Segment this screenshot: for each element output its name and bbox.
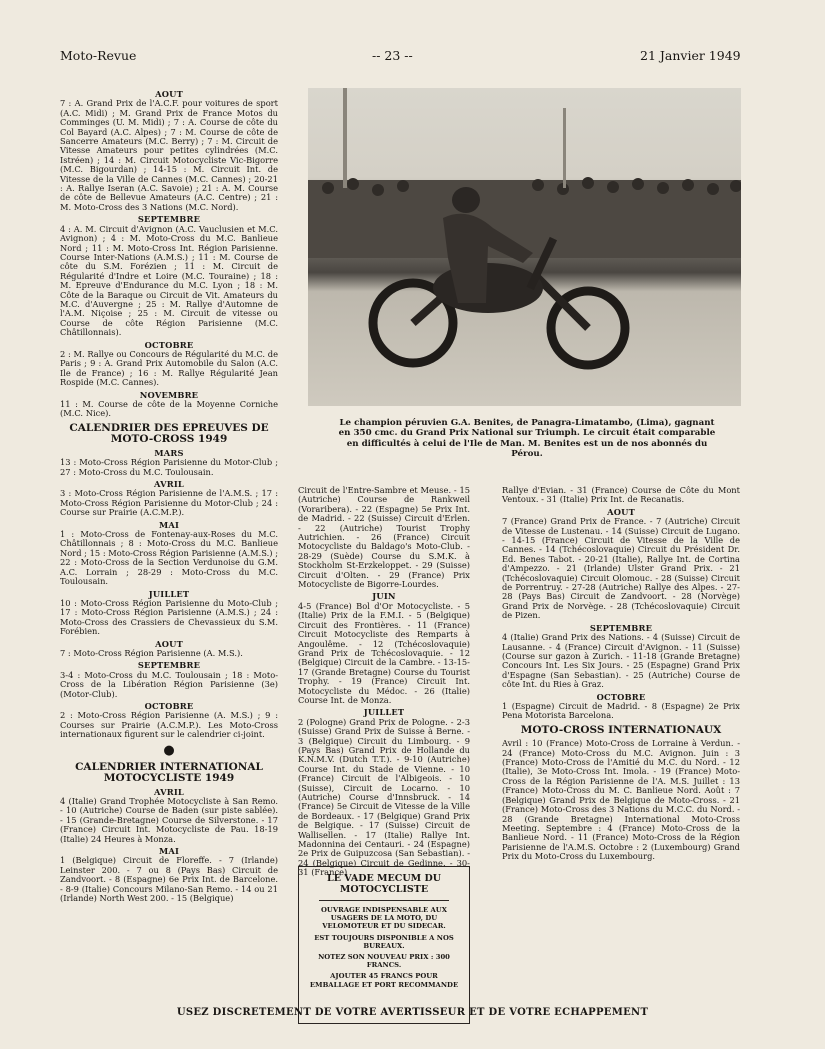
photo-caption: Le champion péruvien G.A. Benites, de Panagra-Limatambo, (Lima), gagnant en 350 cmc. du Grand Prix National sur Triumph. Le circuit était comparable en difficultés à celui de l'Ile de Man. M. Benites est un de nos abonnés du Pérou. [338,418,716,460]
motorcycle-photo [308,88,741,406]
paragraph: 7 : Moto-Cross Région Parisienne (A. M.S.). [60,647,243,658]
column-1 [60,88,278,906]
section-heading: SEPTEMBRE [137,214,201,225]
advertisement-title: LE VADE MECUM DU MOTOCYCLISTE [327,873,441,895]
paragraph: 10 : Moto-Cross Région Parisienne du Moto-Club ; 17 : Moto-Cross Région Parisienne (A.M.S.) ; 24 : Moto-Cross des Crassiers de Chevassieux du S.M. Forébien. [60,597,278,637]
paragraph: 4 : A. M. Circuit d'Avignon (A.C. Vauclusien et M.C. Avignon) ; 4 : M. Moto-Cross du M.C. Banlieue Nord ; 11 : M. Moto-Cross Int. Région Parisienne. Course Inter-Nations (A.M.S.) ; 11 : M. Course de côte du S.M. Forézien ; 11 : M. Circuit de Régularité d'Indre et Loire (M.C. Touraine) ; 18 : M. Epreuve d'Endurance du M.C. Lyon ; 18 : M. Côte de la Baraque ou Circuit de Vit. Amateurs du M.C. d'Auvergne ; 25 : M. Rallye d'Automne de l'A.M. Niçoise ; 25 : M. Circuit de vitesse ou Course de côte Région Parisienne (M.C. Châtillonnais). [60,223,278,338]
column-2 [298,486,470,881]
section-heading: NOVEMBRE [139,389,199,400]
section-heading: JUILLET [363,707,405,718]
paragraph: 7 (France) Grand Prix de France. - 7 (Autriche) Circuit de Vitesse de Lustenau. - 14 (Suisse) Circuit de Lugano. - 14-15 (France) Circuit de Vitesse de la Ville de Cannes. - 14 (Tchécoslovaquie) Circuit du Président Dr. Ed. Benes Tabot. - 20-21 (Italie), Rallye Int. de Cortina d'Ampezzo. - 21 (Irlande) Ulster Grand Prix. - 21 (Tchécoslovaquie) Circuit Olomouc. - 28 (Suisse) Circuit de Porrentruy. - 27-28 (Autriche) Rallye des Alpes. - 27-28 (Pays Bas) Circuit de Zandvoort. - 28 (Norvège) Grand Prix de Norvège. - 28 (Tchécoslovaquie) Circuit de Pizen. [502,516,740,621]
article-title: MOTO-CROSS INTERNATIONAUX [520,723,722,736]
paragraph: 2 : M. Rallye ou Concours de Régularité du M.C. de Paris ; 9 : A. Grand Prix Automobile du Salon (A.C. Ile de France) ; 16 : M. Rallye Régularité Jean Rospide (M.C. Cannes). [60,348,278,388]
section-heading: JUIN [372,591,396,602]
issue-date: 21 Janvier 1949 [640,48,741,63]
advertisement-line: OUVRAGE INDISPENSABLE AUX USAGERS DE LA MOTO, DU VELOMOTEUR ET DU SIDECAR. [320,906,447,931]
footer-slogan: USEZ DISCRETEMENT DE VOTRE AVERTISSEUR ET DE VOTRE ECHAPPEMENT [176,1007,649,1018]
section-heading: AVRIL [154,479,184,490]
section-heading: AVRIL [154,786,184,797]
section-heading: OCTOBRE [596,691,646,702]
article-title: CALENDRIER INTERNATIONAL MOTOCYCLISTE 1949 [75,760,263,785]
paragraph: Avril : 10 (France) Moto-Cross de Lorraine à Verdun. - 24 (France) Moto-Cross du M.C. Avignon. Juin : 3 (France) Moto-Cross de l'Amitié du M.C. du Nord. - 12 (Italie), 3e Moto-Cross Int. Imola. - 19 (France) Moto-Cross de la Région Parisienne de l'A. M.S. Juillet : 13 (France) Moto-Cross du M. C. Banlieue Nord. Août : 7 (Belgique) Grand Prix de Belgique de Moto-Cross. - 21 (France) Moto-Cross des 3 Nations du M.C.C. du Nord. - 28 (Grande Bretagne) International Moto-Cross Meeting. Septembre : 4 (France) Moto-Cross de la Banlieue Nord. - 11 (France) Moto-Cross de la Région Parisienne de l'A.M.S. Octobre : 2 (Luxembourg) Grand Prix du Moto-Cross du Luxembourg. [502,738,740,862]
vade-mecum-advertisement [298,866,470,1024]
section-heading: MAI [158,846,180,857]
section-heading: SEPTEMBRE [137,660,201,671]
paragraph: Circuit de l'Entre-Sambre et Meuse. - 15 (Autriche) Course de Rankweil (Voraribera). - 22 (Espagne) 5e Prix Int. de Madrid. - 22 (Suisse) Circuit d'Erlen. - 22 (Autriche) Tourist Trophy Autrichien. - 26 (France) Circuit Motocycliste du Baldago's Moto-Club. - 28-29 (Suède) Course du S.M.K. à Stockholm St-Erzkeloppet. - 29 (Suisse) Circuit d'Olten. - 29 (France) Prix Motocycliste de Bigorre-Lourdes. [298,485,470,590]
article-title: CALENDRIER DES EPREUVES DE MOTO-CROSS 1949 [69,421,269,446]
section-heading: AOUT [155,638,183,649]
photo-illustration [308,88,741,406]
paragraph: 4 (Italie) Grand Prix des Nations. - 4 (Suisse) Circuit de Lausanne. - 4 (France) Circuit d'Avignon. - 11 (Suisse) (Course sur gazon à Zurich. - 11-18 (Grande Bretagne) Concours Int. Les Six Jours. - 25 (Espagne) Grand Prix d'Espagne (San Sebastian). - 25 (Autriche) Course de côte Int. du Ries à Graz. [502,632,740,690]
section-heading: SEPTEMBRE [589,622,653,633]
divider [319,900,449,901]
advertisement-line: NOTEZ SON NOUVEAU PRIX : 300 FRANCS. [318,953,450,970]
paragraph: 1 (Belgique) Circuit de Floreffe. - 7 (Irlande) Leinster 200. - 7 ou 8 (Pays Bas) Circuit de Zandvoort. - 8 (Espagne) 6e Prix Int. de Barcelone. - 8-9 (Italie) Concours Milano-San Remo. - 14 ou 21 (Irlande) North West 200. - 15 (Belgique) [60,855,278,904]
paragraph: 3-4 : Moto-Cross du M.C. Toulousain ; 18 : Moto-Cross de la Libération Région Parisienne (3e) (Motor-Club). [60,669,278,699]
running-head-title: Moto-Revue [60,48,137,63]
page-number: -- 23 -- [372,48,413,63]
paragraph: 2 (Pologne) Grand Prix de Pologne. - 2-3 (Suisse) Grand Prix de Suisse à Berne. - 3 (Belgique) Circuit du Limbourg. - 9 (Pays Bas) Grand Prix de Hollande du K.N.M.V. (Dutch T.T.). - 9-10 (Autriche) Course Int. du Stade de Vienne. - 10 (France) Circuit de l'Albigeois. - 10 (Suisse), Circuit de Locarno. - 10 (Autriche) Course d'Innsbruck. - 14 (France) 5e Circuit de Vitesse de la Ville de Bordeaux. - 17 (Belgique) Grand Prix de Belgique. - 17 (Suisse) Circuit de Wallisellen. - 17 (Italie) Rallye Int. Madonnina dei Centauri. - 24 (Espagne) 2e Prix de Guipuzcosa (San Sebastian). - 24 (Belgique) Circuit de Gedinne. - 30-31 (France) [298,716,470,878]
paragraph: 7 : A. Grand Prix de l'A.C.F. pour voitures de sport (A.C. Midi) ; M. Grand Prix de France Motos du Comminges (U. M. Midi) ; 7 : A. Course de côte du Col Bayard (A.C. Alpes) ; 7 : M. Course de côte de Sancerre Amateurs (M.C. Berry) ; 7 : M. Circuit de Vitesse Amateurs pour petites cylindrées (M.C. Istréen) ; 14 : M. Circuit Motocycliste Vic-Bigorre (M.C. Bigourdan) ; 14-15 : M. Circuit Int. de Vitesse de la Ville de Cannes (M.C. Cannes) ; 20-21 : A. Rallye Iseran (A.C. Savoie) ; 21 : A. M. Course de côte de Bellevue Amateurs (A.C. Centre) ; 21 : M. Moto-Cross des 3 Nations (M.C. Nord). [60,98,278,212]
column-3 [502,486,740,865]
paragraph: Rallye d'Evian. - 31 (France) Course de Côte du Mont Ventoux. - 31 (Italie) Prix Int. de Recanatis. [502,485,740,505]
section-heading: OCTOBRE [144,700,194,711]
paragraph: 2 : Moto-Cross Région Parisienne (A. M.S.) ; 9 : Courses sur Prairie (A.C.M.P.). Les Moto-Cross internationaux figurent sur le calendrier ci-joint. [60,710,278,740]
paragraph: 3 : Moto-Cross Région Parisienne de l'A.M.S. ; 17 : Moto-Cross Région Parisienne du Motor-Club ; 24 : Course sur Prairie (A.C.M.P.). [60,488,278,518]
section-heading: MAI [158,519,180,530]
section-heading: MARS [154,447,184,458]
paragraph: 1 (Espagne) Circuit de Madrid. - 8 (Espagne) 2e Prix Pena Motorista Barcelona. [502,700,740,721]
section-heading: OCTOBRE [144,339,194,350]
section-heading: AOUT [155,89,183,99]
paragraph: 4-5 (France) Bol d'Or Motocycliste. - 5 (Italie) Prix de la F.M.I. - 5 (Belgique) Circuit des Frontières. - 11 (France) Circuit Motocycliste des Remparts à Angoulême. - 12 (Tchécoslovaquie) Grand Prix de Tchécoslovaquie. - 12 (Belgique) Circuit de la Cambre. - 13-15-17 (Grande Bretagne) Course du Tourist Trophy. - 19 (France) Circuit Int. Motocycliste du Médoc. - 26 (Italie) Course Int. de Monza. [298,600,470,705]
paragraph: 13 : Moto-Cross Région Parisienne du Motor-Club ; 27 : Moto-Cross du M.C. Toulousain. [60,457,278,477]
paragraph: 4 (Italie) Grand Trophée Motocycliste à San Remo. - 10 (Autriche) Course de Baden (sur piste sablée). - 15 (Grande-Bretagne) Course de Silverstone. - 17 (France) Circuit Int. Motocycliste de Pau. 18-19 (Italie) 24 Heures à Monza. [60,796,278,844]
advertisement-line: AJOUTER 45 FRANCS POUR EMBALLAGE ET PORT RECOMMANDE [309,972,459,989]
paragraph: 11 : M. Course de côte de la Moyenne Corniche (M.C. Nice). [60,399,278,419]
section-heading: JUILLET [148,588,190,599]
paragraph: 1 : Moto-Cross de Fontenay-aux-Roses du M.C. Châtillonnais ; 8 : Moto-Cross du M.C. Banlieue Nord ; 15 : Moto-Cross Région Parisienne (A.M.S.) ; 22 : Moto-Cross de la Section Verdunoise du G.M. A.C. Lorrain ; 28-29 : Moto-Cross du M.C. Toulousain. [60,529,278,587]
section-heading: AOUT [607,506,635,517]
advertisement-line: EST TOUJOURS DISPONIBLE A NOS BUREAUX. [314,933,454,950]
bullet-separator: ● [163,742,175,758]
